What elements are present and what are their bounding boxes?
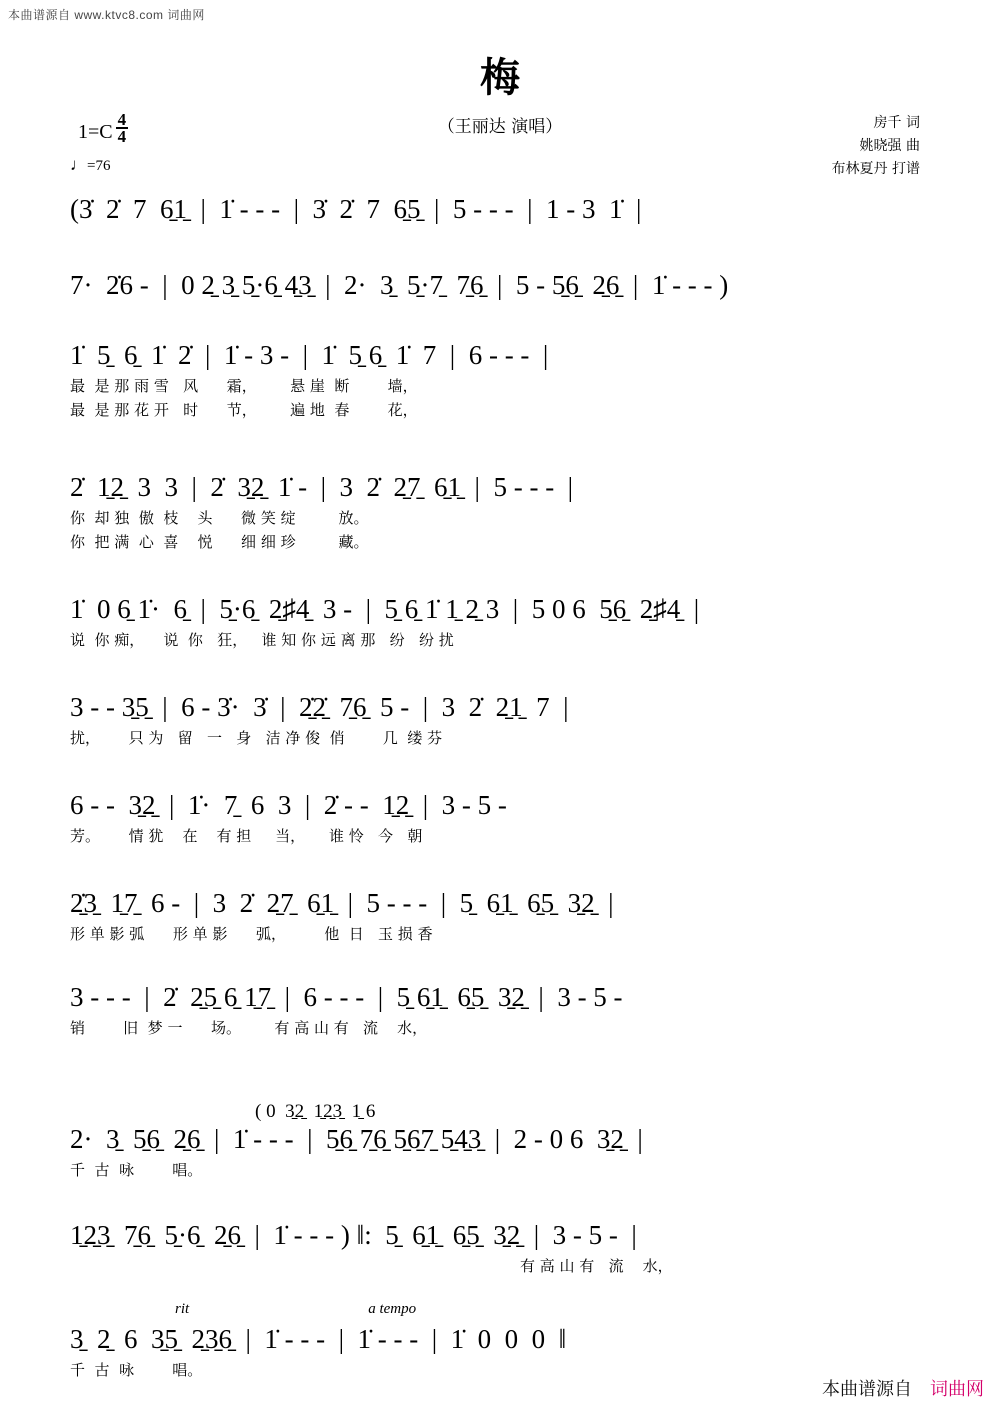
credit-lyricist: 房千 词 bbox=[873, 115, 920, 131]
notation-line: 6 - - 3̱2̱ | 1̇· 7̱ 6 3 | 2̇ - - 1̱2̱ | 3 - 5 - bbox=[70, 790, 507, 820]
notation-line: 1̱2̱3̱ 7̱6̱ 5̱·6̱ 2̱6̱ | 1̇ - - - ) ‖: 5̱ 6̱1̱ 6̱5̱ 3̱2̱ | 3 - 5 - | bbox=[70, 1220, 637, 1250]
tempo-value: =76 bbox=[87, 158, 111, 174]
time-signature bbox=[116, 112, 129, 144]
watermark-top bbox=[8, 6, 205, 23]
tempo-marking bbox=[70, 155, 110, 175]
performer-subtitle: （王丽达 演唱） bbox=[437, 117, 563, 137]
lyrics-verse-1: 最 是 那 雨 雪 风 霜， 悬 崖 断 墙， bbox=[70, 377, 418, 395]
lyrics-verse-1: 说 你 痴， 说 你 狂， 谁 知 你 远 离 那 纷 纷 扰 bbox=[70, 631, 454, 649]
credit-composer: 姚晓强 曲 bbox=[859, 138, 920, 154]
score-system-8 bbox=[70, 886, 930, 946]
credits bbox=[832, 112, 920, 181]
notation-line: 3̱ 2̱ 6 3̱5̱ 2̱3̱6̱ | 1̇ - - - | 1̇ - - - | 1̇ 0 0 0 ‖ bbox=[70, 1324, 567, 1354]
lyrics-verse-1: 芳。 情 犹 在 有 担 当， 谁 怜 今 朝 bbox=[70, 827, 423, 845]
lyrics-verse-2: 你 把 满 心 喜 悦 细 细 珍 藏。 bbox=[70, 533, 369, 551]
score-system-7 bbox=[70, 788, 930, 848]
watermark-bottom-site: 词曲网 bbox=[930, 1379, 984, 1399]
notation-line: (3̇ 2̇ 7 6̱1̱ | 1̇ - - - | 3̇ 2̇ 7 6̱5̱ | 5 - - - | 1 - 3 1̇ | bbox=[70, 194, 642, 224]
score-system-11 bbox=[70, 1218, 930, 1278]
time-signature-denominator: 4 bbox=[117, 127, 127, 146]
lyrics-verse-2: 最 是 那 花 开 时 节， 遍 地 春 花， bbox=[70, 401, 418, 419]
score-system-12 bbox=[70, 1322, 930, 1382]
notation-line: 2̇ 1̱2̱ 3 3 | 2̇ 3̱2̱ 1̇ - | 3 2̇ 2̱7̱ 6̱1̱ | 5 - - - | bbox=[70, 472, 574, 502]
lyrics-verse-1: 扰， 只 为 留 一 身 洁 净 俊 俏 几 缕 芬 bbox=[70, 729, 443, 747]
rit-marking: rit bbox=[175, 1301, 190, 1317]
notation-line: 3 - - - | 2̇ 2̱5̱ 6̱ 1̱7̱ | 6 - - - | 5̱ 6̱1̱ 6̱5̱ 3̱2̱ | 3 - 5 - bbox=[70, 982, 623, 1012]
score-system-4 bbox=[70, 470, 930, 554]
lyrics-verse-1: 你 却 独 傲 枝 头 微 笑 绽 放。 bbox=[70, 509, 369, 527]
watermark-bottom bbox=[822, 1375, 984, 1401]
score-system-3 bbox=[70, 338, 930, 422]
key-label: 1=C bbox=[78, 121, 113, 143]
lyrics-verse-1: 销 旧 梦 一 场。 有 高 山 有 流 水， bbox=[70, 1019, 428, 1037]
score-system-6 bbox=[70, 690, 930, 750]
lyrics-verse-1: 千 古 咏 唱。 bbox=[70, 1361, 203, 1379]
score-system-5 bbox=[70, 592, 930, 652]
score-system-2 bbox=[70, 268, 930, 302]
score-system-9 bbox=[70, 980, 930, 1040]
key-signature bbox=[78, 112, 128, 144]
notation-line: 1̇ 0 6̱ 1̇· 6̱ | 5̱·6̱ 2̱♯4̱ 3 - | 5̱ 6̱ 1̇ 1̱ 2̱ 3 | 5 0 6 5̱6̱ 2̱♯4̱ | bbox=[70, 594, 700, 624]
page-title: 梅 bbox=[480, 55, 520, 101]
time-signature-numerator: 4 bbox=[117, 110, 127, 129]
lyrics-verse-1: 有 高 山 有 流 水， bbox=[520, 1257, 673, 1275]
watermark-top-text: 本曲谱源自 www.ktvc8.com 词曲网 bbox=[8, 8, 205, 22]
score-system-10 bbox=[70, 1122, 930, 1182]
lyrics-verse-1: 千 古 咏 唱。 bbox=[70, 1161, 203, 1179]
lyrics-verse-1: 形 单 影 弧 形 单 影 弧， 他 日 玉 损 香 bbox=[70, 925, 433, 943]
notation-line: 1̇ 5̱ 6̱ 1̇ 2̇ | 1̇ - 3 - | 1̇ 5̱ 6̱ 1̇ 7 | 6 - - - | bbox=[70, 340, 549, 370]
score-system-1 bbox=[70, 192, 930, 226]
notation-line: 3 - - 3̱5̱ | 6 - 3̇· 3̇ | 2̱̇2̱̇ 7̱6̱ 5 - | 3 2̇ 2̱1̱ 7 | bbox=[70, 692, 569, 722]
quarter-note-icon: ♩ bbox=[70, 155, 87, 174]
notation-pickup-line: ( 0 3̱2̱ 1̱2̱3̱ 1̱ 6 bbox=[255, 1101, 376, 1122]
notation-line: 2· 3̱ 5̱6̱ 2̱6̱ | 1̇ - - - | 5̱6̱ 7̱6̱ 5̱6̱7̱ 5̱4̱3̱ | 2 - 0 6 3̱2̱ | bbox=[70, 1124, 643, 1154]
notation-line: 7· 2̇6 - | 0 2̱ 3̱ 5̱·6̱ 4̱3̱ | 2· 3̱ 5̱·7̱ 7̱6̱ | 5 - 5̱6̱ 2̱6̱ | 1̇ - - - ) bbox=[70, 270, 729, 300]
a-tempo-marking: a tempo bbox=[368, 1301, 417, 1317]
notation-line: 2̱̇3̱ 1̱7̱ 6 - | 3 2̇ 2̱7̱ 6̱1̱ | 5 - - - | 5̱ 6̱1̱ 6̱5̱ 3̱2̱ | bbox=[70, 888, 614, 918]
watermark-bottom-text: 本曲谱源自 bbox=[822, 1379, 912, 1399]
score-system-12-marks bbox=[70, 1300, 930, 1318]
credit-transcriber: 布林夏丹 打谱 bbox=[831, 161, 920, 177]
